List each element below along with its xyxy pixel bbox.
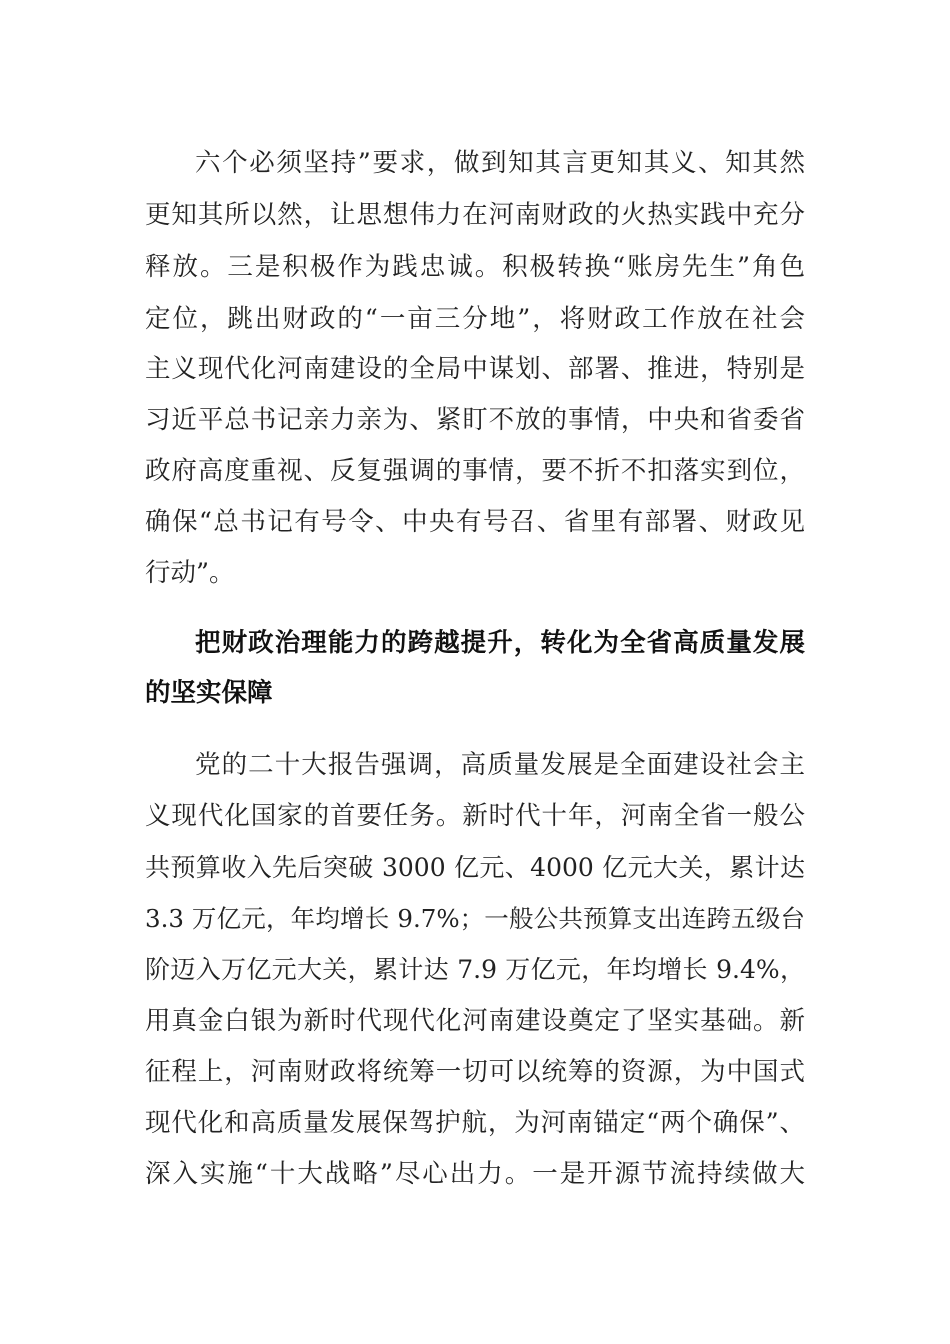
paragraph-line: 深入实施“十大战略”尽心出力。一是开源节流持续做大 — [145, 1159, 805, 1189]
paragraph-line: 用真金白银为新时代现代化河南建设奠定了坚实基础。新 — [145, 1006, 805, 1036]
paragraph-line: 3.3 万亿元，年均增长 9.7%；一般公共预算支出连跨五级台 — [145, 904, 805, 933]
paragraph-line: 习近平总书记亲力亲为、紧盯不放的事情，中央和省委省 — [145, 405, 805, 435]
paragraph-line: 行动”。 — [145, 558, 235, 588]
paragraph-line: 共预算收入先后突破 3000 亿元、4000 亿元大关，累计达 — [145, 853, 805, 882]
paragraph-line: 政府高度重视、反复强调的事情，要不折不扣落实到位， — [145, 456, 805, 486]
paragraph-line: 六个必须坚持”要求，做到知其言更知其义、知其然 — [195, 148, 805, 178]
section-heading: 把财政治理能力的跨越提升，转化为全省高质量发展 — [195, 628, 805, 658]
paragraph-line: 征程上，河南财政将统筹一切可以统筹的资源，为中国式 — [145, 1057, 805, 1087]
paragraph-line: 释放。三是积极作为践忠诚。积极转换“账房先生”角色 — [145, 252, 805, 282]
paragraph-line: 党的二十大报告强调，高质量发展是全面建设社会主 — [195, 750, 805, 780]
section-heading: 的坚实保障 — [145, 678, 273, 708]
paragraph-line: 更知其所以然，让思想伟力在河南财政的火热实践中充分 — [145, 200, 805, 230]
paragraph-line: 阶迈入万亿元大关，累计达 7.9 万亿元，年均增长 9.4%， — [145, 955, 805, 984]
paragraph-line: 义现代化国家的首要任务。新时代十年，河南全省一般公 — [145, 801, 805, 831]
paragraph-line: 主义现代化河南建设的全局中谋划、部署、推进，特别是 — [145, 354, 805, 384]
paragraph-line: 确保“总书记有号令、中央有号召、省里有部署、财政见 — [145, 507, 805, 537]
paragraph-line: 现代化和高质量发展保驾护航，为河南锚定“两个确保”、 — [145, 1108, 805, 1138]
paragraph-line: 定位，跳出财政的“一亩三分地”，将财政工作放在社会 — [145, 304, 805, 334]
